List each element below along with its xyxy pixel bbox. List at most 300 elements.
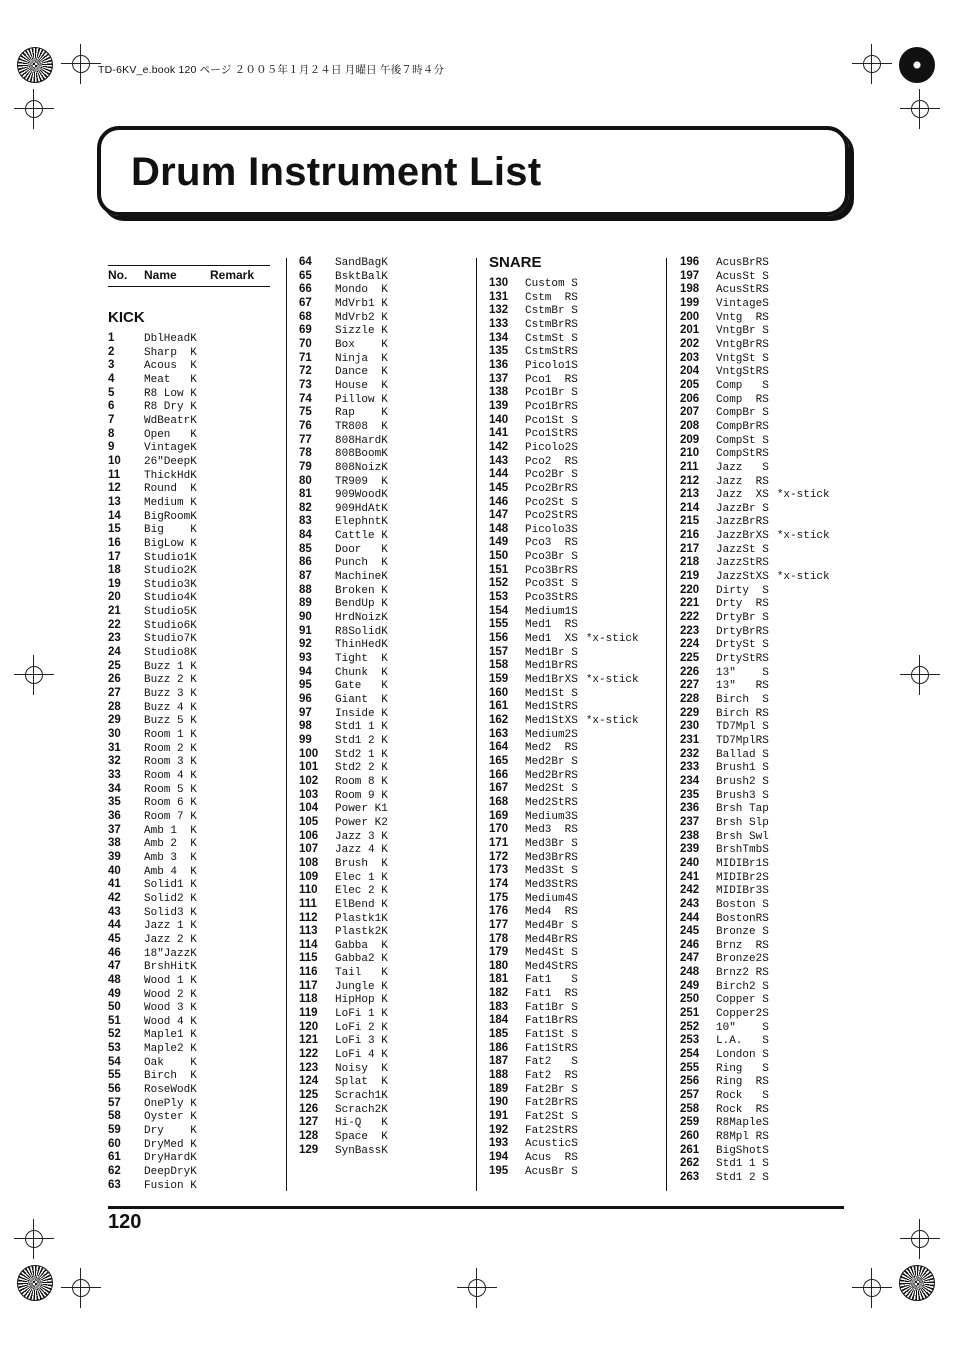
instrument-row — [680, 1007, 830, 1021]
instrument-number: 210 — [680, 447, 700, 460]
instrument-row — [108, 933, 197, 947]
instrument-row — [299, 256, 388, 270]
instrument-number: 217 — [680, 542, 700, 555]
instrument-row — [680, 884, 830, 898]
instrument-name: Studio7K — [144, 633, 197, 646]
instrument-row — [108, 373, 197, 387]
instrument-number: 231 — [680, 733, 700, 746]
instrument-row — [680, 461, 830, 475]
instrument-name: Brsh Tap — [716, 803, 769, 816]
instrument-name: Room 3 K — [144, 756, 197, 769]
instrument-row — [299, 802, 388, 816]
column-1 — [108, 309, 197, 1192]
instrument-name: DblHeadK — [144, 333, 197, 345]
instrument-list — [680, 256, 830, 1185]
instrument-row — [299, 1048, 388, 1062]
print-header: TD-6KV_e.book 120 ページ ２００５年１月２４日 月曜日 午後７時４分 — [98, 64, 445, 76]
instrument-name: 18"JazzK — [144, 947, 197, 960]
instrument-number: 162 — [489, 714, 509, 726]
instrument-list — [489, 277, 639, 1178]
instrument-name: Room 8 K — [335, 775, 388, 788]
instrument-row — [108, 687, 197, 701]
instrument-number: 34 — [108, 782, 121, 795]
instrument-number: 17 — [108, 550, 121, 563]
instrument-row — [489, 455, 639, 469]
instrument-name: MachineK — [335, 571, 388, 584]
instrument-list — [299, 256, 388, 1157]
instrument-number: 27 — [108, 687, 121, 700]
instrument-row — [680, 802, 830, 816]
instrument-row — [489, 659, 639, 673]
instrument-name: Jazz 3 K — [335, 830, 388, 843]
instrument-number: 263 — [680, 1170, 700, 1183]
instrument-name: LoFi 3 K — [335, 1035, 388, 1048]
instrument-number: 118 — [299, 993, 318, 1006]
instrument-name: MIDIBr3S — [716, 885, 769, 898]
instrument-number: 1 — [108, 332, 115, 344]
instrument-name: VintageS — [716, 297, 769, 310]
instrument-number: 233 — [680, 761, 700, 774]
instrument-number: 165 — [489, 754, 509, 767]
instrument-row — [680, 543, 830, 557]
instrument-name: Pco3St S — [525, 578, 578, 591]
instrument-name: Picolo1S — [525, 359, 578, 372]
instrument-row — [489, 1055, 639, 1069]
instrument-name: Pco2 RS — [525, 455, 578, 468]
instrument-row — [299, 475, 388, 489]
instrument-number: 122 — [299, 1048, 319, 1061]
footer-rule — [108, 1206, 844, 1209]
instrument-name: Chunk K — [335, 666, 388, 679]
instrument-number: 91 — [299, 624, 312, 637]
instrument-name: Plastk1K — [335, 912, 388, 925]
instrument-name: Birch K — [144, 1070, 197, 1083]
instrument-row — [680, 1171, 830, 1185]
instrument-number: 154 — [489, 604, 509, 617]
instrument-row — [680, 980, 830, 994]
instrument-row — [489, 905, 639, 919]
instrument-number: 141 — [489, 427, 509, 440]
instrument-row — [299, 912, 388, 926]
instrument-row — [299, 993, 388, 1007]
crosshair-icon — [858, 1274, 886, 1302]
instrument-number: 259 — [680, 1116, 700, 1129]
page-title: Drum Instrument List — [131, 150, 542, 194]
instrument-row — [299, 966, 388, 980]
instrument-row — [489, 605, 639, 619]
instrument-name: Fat2 RS — [525, 1070, 578, 1083]
instrument-row — [680, 338, 830, 352]
instrument-row — [489, 318, 639, 332]
instrument-number: 167 — [489, 782, 509, 795]
instrument-name: Med2Br S — [525, 755, 578, 768]
instrument-row — [489, 851, 639, 865]
instrument-name: Medium2S — [525, 728, 578, 741]
instrument-row — [489, 1096, 639, 1110]
instrument-number: 65 — [299, 269, 312, 282]
instrument-row — [489, 332, 639, 346]
instrument-row — [680, 475, 830, 489]
instrument-number: 253 — [680, 1034, 700, 1047]
instrument-number: 199 — [680, 296, 700, 309]
instrument-number: 202 — [680, 337, 700, 350]
instrument-name: Custom S — [525, 278, 578, 290]
instrument-number: 121 — [299, 1034, 319, 1047]
instrument-number: 24 — [108, 646, 121, 659]
instrument-name: Acus RS — [525, 1152, 578, 1164]
instrument-number: 86 — [299, 556, 312, 569]
instrument-number: 151 — [489, 563, 509, 576]
instrument-row — [299, 871, 388, 885]
instrument-row — [108, 974, 197, 988]
instrument-number: 240 — [680, 856, 700, 869]
instrument-name: Fusion K — [144, 1179, 197, 1192]
instrument-name: Med1StRS — [525, 701, 578, 714]
instrument-number: 31 — [108, 741, 121, 754]
instrument-name: BsktBalK — [335, 270, 388, 283]
instrument-name: Maple1 K — [144, 1029, 197, 1042]
instrument-name: JazzStXS — [716, 571, 769, 584]
instrument-name: Scrach2K — [335, 1103, 388, 1116]
instrument-name: Wood 2 K — [144, 988, 197, 1001]
instrument-name: Room 9 K — [335, 789, 388, 802]
header-remark: Remark — [210, 268, 255, 282]
instrument-number: 20 — [108, 591, 121, 604]
instrument-row — [108, 414, 197, 428]
instrument-number: 133 — [489, 317, 509, 330]
instrument-name: Solid2 K — [144, 892, 197, 905]
instrument-name: LoFi 1 K — [335, 1008, 388, 1021]
instrument-number: 105 — [299, 815, 319, 828]
instrument-row — [489, 1151, 639, 1165]
instrument-row — [489, 414, 639, 428]
instrument-row — [299, 1021, 388, 1035]
instrument-name: TD7MplRS — [716, 734, 769, 747]
instrument-name: DryHardK — [144, 1152, 197, 1165]
instrument-name: Drty RS — [716, 598, 769, 611]
crosshair-icon — [858, 50, 886, 78]
instrument-name: Fat1Br S — [525, 1001, 578, 1014]
instrument-row — [680, 857, 830, 871]
instrument-row — [108, 1056, 197, 1070]
instrument-row — [299, 597, 388, 611]
instrument-row — [108, 701, 197, 715]
instrument-name: BigShotS — [716, 1144, 769, 1157]
instrument-row — [299, 543, 388, 557]
instrument-name: Space K — [335, 1131, 388, 1143]
instrument-row — [680, 666, 830, 680]
instrument-name: Med4Br S — [525, 919, 578, 932]
instrument-number: 69 — [299, 324, 312, 337]
instrument-name: LoFi 2 K — [335, 1021, 388, 1034]
instrument-number: 239 — [680, 843, 700, 856]
instrument-row — [489, 1110, 639, 1124]
instrument-number: 220 — [680, 583, 700, 596]
instrument-row — [489, 277, 639, 291]
instrument-row — [108, 428, 197, 442]
instrument-name: Pillow K — [335, 393, 388, 406]
instrument-row — [299, 734, 388, 748]
instrument-name: CstmBrRS — [525, 318, 578, 331]
instrument-number: 207 — [680, 406, 700, 419]
instrument-name: VntgBrRS — [716, 338, 769, 351]
instrument-name: Gabba K — [335, 939, 388, 952]
instrument-name: Birch2 S — [716, 980, 769, 993]
instrument-row — [299, 1075, 388, 1089]
instrument-row — [299, 393, 388, 407]
instrument-row — [680, 925, 830, 939]
instrument-number: 58 — [108, 1110, 121, 1123]
instrument-row — [299, 283, 388, 297]
instrument-number: 113 — [299, 925, 318, 938]
instrument-row — [299, 1116, 388, 1130]
instrument-name: HipHop K — [335, 994, 388, 1007]
instrument-row — [489, 536, 639, 550]
instrument-name: 909HdAtK — [335, 502, 388, 515]
instrument-row — [489, 973, 639, 987]
instrument-number: 26 — [108, 673, 121, 686]
instrument-number: 116 — [299, 966, 318, 979]
page-number: 120 — [108, 1211, 142, 1233]
instrument-row — [299, 406, 388, 420]
instrument-row — [489, 864, 639, 878]
instrument-row — [489, 782, 639, 796]
crosshair-icon — [20, 661, 48, 689]
instrument-number: 194 — [489, 1151, 509, 1163]
instrument-name: TR909 K — [335, 475, 388, 488]
column-4 — [680, 256, 830, 1185]
instrument-row — [108, 564, 197, 578]
instrument-name: Mondo K — [335, 284, 388, 297]
instrument-name: Cattle K — [335, 530, 388, 543]
instrument-number: 182 — [489, 987, 509, 1000]
instrument-number: 139 — [489, 399, 509, 412]
instrument-number: 232 — [680, 747, 700, 760]
instrument-number: 64 — [299, 256, 312, 268]
instrument-row — [108, 551, 197, 565]
instrument-name: Pco2St S — [525, 496, 578, 509]
instrument-row — [489, 427, 639, 441]
instrument-row — [680, 1089, 830, 1103]
instrument-number: 42 — [108, 891, 121, 904]
instrument-number: 129 — [299, 1143, 319, 1156]
instrument-number: 198 — [680, 283, 700, 296]
instrument-row — [489, 1014, 639, 1028]
instrument-number: 171 — [489, 836, 509, 849]
instrument-name: JazzSt S — [716, 543, 769, 556]
instrument-number: 93 — [299, 652, 312, 665]
instrument-number: 246 — [680, 938, 700, 951]
instrument-remark: *x-stick — [776, 571, 830, 584]
instrument-number: 128 — [299, 1130, 319, 1142]
instrument-name: MdVrb1 K — [335, 297, 388, 310]
instrument-name: Ring S — [716, 1062, 769, 1075]
instrument-number: 168 — [489, 795, 509, 808]
instrument-name: Gate K — [335, 680, 388, 693]
instrument-name: VntgBr S — [716, 325, 769, 338]
instrument-number: 192 — [489, 1123, 509, 1136]
instrument-row — [680, 830, 830, 844]
instrument-name: House K — [335, 379, 388, 392]
instrument-row — [489, 810, 639, 824]
instrument-number: 214 — [680, 501, 700, 514]
instrument-name: London S — [716, 1049, 769, 1062]
instrument-name: Jungle K — [335, 980, 388, 993]
instrument-row — [108, 400, 197, 414]
instrument-row — [108, 919, 197, 933]
instrument-name: OnePly K — [144, 1097, 197, 1110]
instrument-number: 73 — [299, 378, 312, 391]
instrument-number: 28 — [108, 700, 121, 713]
instrument-number: 30 — [108, 728, 121, 741]
instrument-name: Pco2Br S — [525, 469, 578, 482]
instrument-name: Med4St S — [525, 947, 578, 960]
instrument-number: 260 — [680, 1130, 700, 1142]
instrument-row — [489, 987, 639, 1001]
instrument-name: Brsh Slp — [716, 816, 769, 829]
instrument-row — [299, 898, 388, 912]
instrument-name: AcusBrRS — [716, 257, 769, 269]
instrument-name: CompSt S — [716, 434, 769, 447]
instrument-row — [489, 878, 639, 892]
section-heading-kick: KICK — [108, 309, 145, 326]
instrument-number: 147 — [489, 509, 509, 522]
instrument-row — [299, 584, 388, 598]
instrument-number: 82 — [299, 501, 312, 514]
instrument-row — [680, 515, 830, 529]
instrument-number: 102 — [299, 774, 319, 787]
instrument-name: Big K — [144, 524, 197, 537]
instrument-number: 2 — [108, 345, 115, 358]
instrument-name: ThinHedK — [335, 639, 388, 652]
instrument-row — [680, 843, 830, 857]
instrument-number: 150 — [489, 550, 509, 563]
instrument-row — [299, 1089, 388, 1103]
instrument-row — [680, 748, 830, 762]
instrument-name: Brush3 S — [716, 789, 769, 802]
instrument-number: 120 — [299, 1020, 319, 1033]
instrument-number: 132 — [489, 304, 509, 317]
instrument-name: Fat2 S — [525, 1056, 578, 1069]
instrument-row — [680, 270, 830, 284]
instrument-row — [299, 1007, 388, 1021]
instrument-number: 70 — [299, 337, 312, 350]
instrument-row — [299, 748, 388, 762]
instrument-number: 185 — [489, 1028, 509, 1041]
registration-starburst-icon — [899, 1265, 935, 1301]
instrument-number: 124 — [299, 1075, 319, 1088]
instrument-number: 179 — [489, 946, 509, 959]
instrument-number: 218 — [680, 556, 700, 569]
column-divider — [666, 258, 667, 1191]
instrument-row — [680, 406, 830, 420]
instrument-name: Fat1 S — [525, 974, 578, 987]
instrument-number: 190 — [489, 1096, 509, 1109]
instrument-number: 111 — [299, 897, 317, 910]
instrument-name: Brush1 S — [716, 762, 769, 775]
instrument-row — [680, 1144, 830, 1158]
instrument-row — [108, 947, 197, 961]
instrument-number: 213 — [680, 488, 700, 501]
instrument-row — [108, 387, 197, 401]
instrument-name: Pco1StRS — [525, 428, 578, 441]
instrument-name: Med2St S — [525, 783, 578, 796]
instrument-row — [108, 441, 197, 455]
instrument-name: Room 4 K — [144, 770, 197, 782]
instrument-name: LoFi 4 K — [335, 1049, 388, 1062]
instrument-row — [299, 365, 388, 379]
instrument-name: DrtySt S — [716, 639, 769, 652]
instrument-name: Pco3 RS — [525, 537, 578, 550]
instrument-row — [489, 400, 639, 414]
instrument-row — [489, 755, 639, 769]
instrument-row — [680, 652, 830, 666]
instrument-row — [489, 919, 639, 933]
instrument-row — [489, 687, 639, 701]
instrument-name: Oak K — [144, 1056, 197, 1069]
crosshair-icon — [20, 1225, 48, 1253]
instrument-number: 138 — [489, 386, 509, 399]
instrument-number: 8 — [108, 427, 115, 440]
instrument-row — [489, 646, 639, 660]
instrument-name: CompStRS — [716, 448, 769, 461]
instrument-number: 4 — [108, 372, 115, 385]
instrument-name: BrshHitK — [144, 961, 197, 974]
instrument-row — [680, 1075, 830, 1089]
instrument-row — [489, 933, 639, 947]
instrument-row — [489, 509, 639, 523]
instrument-row — [299, 857, 388, 871]
instrument-number: 72 — [299, 365, 312, 378]
instrument-row — [680, 761, 830, 775]
instrument-number: 103 — [299, 788, 319, 801]
instrument-number: 176 — [489, 905, 509, 918]
instrument-number: 203 — [680, 351, 700, 364]
instrument-number: 76 — [299, 419, 312, 432]
instrument-number: 255 — [680, 1061, 700, 1074]
instrument-number: 85 — [299, 542, 312, 555]
instrument-number: 83 — [299, 515, 312, 528]
instrument-name: Door K — [335, 543, 388, 556]
instrument-row — [489, 496, 639, 510]
instrument-row — [108, 796, 197, 810]
instrument-number: 98 — [299, 720, 312, 733]
instrument-name: VintageK — [144, 442, 197, 455]
instrument-row — [108, 755, 197, 769]
instrument-row — [680, 625, 830, 639]
instrument-row — [680, 816, 830, 830]
instrument-number: 25 — [108, 659, 121, 672]
instrument-row — [489, 386, 639, 400]
instrument-row — [108, 837, 197, 851]
instrument-row — [489, 728, 639, 742]
instrument-row — [299, 830, 388, 844]
instrument-name: Pco1St S — [525, 414, 578, 427]
instrument-name: Noisy K — [335, 1062, 388, 1075]
instrument-name: Med2 RS — [525, 742, 578, 755]
instrument-name: Medium4S — [525, 892, 578, 905]
instrument-row — [489, 714, 639, 728]
instrument-number: 144 — [489, 468, 509, 481]
instrument-number: 55 — [108, 1069, 121, 1082]
instrument-number: 226 — [680, 665, 700, 678]
instrument-number: 22 — [108, 618, 121, 631]
instrument-row — [108, 878, 197, 892]
instrument-name: Std1 2 S — [716, 1171, 769, 1184]
instrument-row — [489, 1124, 639, 1138]
instrument-row — [680, 707, 830, 721]
instrument-row — [680, 1048, 830, 1062]
